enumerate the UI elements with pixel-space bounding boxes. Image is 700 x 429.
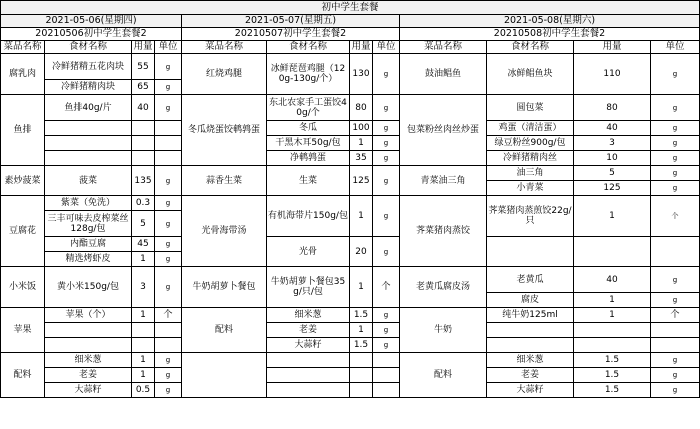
ingredient-unit: g <box>155 383 182 398</box>
ingredient-unit: g <box>651 368 700 383</box>
ingredient-unit <box>651 323 700 338</box>
col-dish: 菜品名称 <box>1 41 45 54</box>
ingredient-qty: 1.5 <box>574 353 651 368</box>
ingredient-name: 圆包菜 <box>487 95 574 121</box>
ingredient-unit: g <box>155 211 182 237</box>
day3-date: 2021-05-08(星期六) <box>400 15 700 28</box>
ingredient-qty: 3 <box>574 136 651 151</box>
dish-name: 鱼排 <box>1 95 45 166</box>
day2-date: 2021-05-07(星期五) <box>182 15 400 28</box>
ingredient-qty: 1.5 <box>574 383 651 398</box>
ingredient-name: 老姜 <box>45 368 132 383</box>
page-title: 初中学生套餐 <box>1 1 700 15</box>
ingredient-unit <box>373 353 400 368</box>
ingredient-unit: g <box>373 308 400 323</box>
ingredient-name: 冷鲜猪精肉丝 <box>487 151 574 166</box>
ingredient-qty: 1 <box>350 323 373 338</box>
ingredient-qty: 20 <box>350 237 373 267</box>
ingredient-qty: 125 <box>350 166 373 196</box>
ingredient-qty: 100 <box>350 121 373 136</box>
ingredient-qty: 1 <box>132 308 155 323</box>
col-ingredient: 食材名称 <box>45 41 132 54</box>
dish-name: 包菜粉丝肉丝炒蛋 <box>400 95 487 166</box>
day3-code: 20210508初中学生套餐2 <box>400 28 700 41</box>
ingredient-qty: 5 <box>132 211 155 237</box>
dish-name: 冬瓜烧蛋饺鹌鹑蛋 <box>182 95 267 166</box>
ingredient-qty: 125 <box>574 181 651 196</box>
dish-name: 配料 <box>182 308 267 353</box>
ingredient-qty: 80 <box>574 95 651 121</box>
ingredient-unit: 个 <box>373 267 400 308</box>
dish-name: 牛奶胡萝卜餐包 <box>182 267 267 308</box>
ingredient-name: 干黑木耳50g/包 <box>267 136 350 151</box>
ingredient-unit: g <box>373 136 400 151</box>
col-unit: 单位 <box>155 41 182 54</box>
ingredient-name <box>45 121 132 136</box>
ingredient-name: 鸡蛋（清洁蛋） <box>487 121 574 136</box>
dish-name: 老黄瓜腐皮汤 <box>400 267 487 308</box>
ingredient-name: 牛奶胡萝卜餐包35g/只/包 <box>267 267 350 308</box>
ingredient-name: 紫菜（免洗） <box>45 196 132 211</box>
ingredient-qty: 5 <box>574 166 651 181</box>
ingredient-unit: g <box>651 181 700 196</box>
ingredient-unit <box>155 338 182 353</box>
day1-date: 2021-05-06(星期四) <box>1 15 182 28</box>
ingredient-unit: g <box>651 54 700 95</box>
ingredient-unit: g <box>373 338 400 353</box>
dish-name: 蒜香生菜 <box>182 166 267 196</box>
col-unit: 单位 <box>373 41 400 54</box>
ingredient-name: 内酯豆腐 <box>45 237 132 252</box>
ingredient-unit: g <box>155 95 182 121</box>
ingredient-name: 有机海带片150g/包 <box>267 196 350 237</box>
ingredient-unit: g <box>155 196 182 211</box>
ingredient-unit: g <box>651 267 700 293</box>
ingredient-qty: 3 <box>132 267 155 308</box>
ingredient-qty: 1.5 <box>350 338 373 353</box>
col-ingredient: 食材名称 <box>267 41 350 54</box>
ingredient-qty <box>574 237 651 267</box>
ingredient-name: 大蒜籽 <box>487 383 574 398</box>
ingredient-qty: 1 <box>132 368 155 383</box>
ingredient-qty: 35 <box>350 151 373 166</box>
ingredient-unit: g <box>373 121 400 136</box>
col-qty: 用量 <box>133 41 153 52</box>
ingredient-qty: 130 <box>350 54 373 95</box>
ingredient-unit: g <box>651 383 700 398</box>
ingredient-qty: 1 <box>574 293 651 308</box>
ingredient-name: 细米葱 <box>487 353 574 368</box>
ingredient-name: 东北农家手工蛋饺40g/个 <box>267 95 350 121</box>
ingredient-unit <box>373 383 400 398</box>
ingredient-qty: 1 <box>350 196 373 237</box>
ingredient-qty <box>350 353 373 368</box>
ingredient-qty: 55 <box>132 54 155 80</box>
ingredient-name: 大蒜籽 <box>45 383 132 398</box>
ingredient-unit <box>155 323 182 338</box>
ingredient-unit: g <box>155 80 182 95</box>
ingredient-unit: g <box>155 252 182 267</box>
ingredient-qty: 40 <box>132 95 155 121</box>
ingredient-unit: g <box>651 121 700 136</box>
ingredient-name: 油三角 <box>487 166 574 181</box>
ingredient-qty: 1.5 <box>350 308 373 323</box>
ingredient-name: 光骨 <box>267 237 350 267</box>
ingredient-name: 荠菜猪肉蒸煎饺22g/只 <box>487 196 574 237</box>
ingredient-name: 细米葱 <box>45 353 132 368</box>
ingredient-name <box>487 338 574 353</box>
ingredient-qty: 1 <box>574 196 651 237</box>
ingredient-unit: g <box>155 54 182 80</box>
dish-name: 小米饭 <box>1 267 45 308</box>
dish-name: 苹果 <box>1 308 45 353</box>
ingredient-unit: g <box>155 368 182 383</box>
dish-name: 红烧鸡腿 <box>182 54 267 95</box>
ingredient-name: 黄小米150g/包 <box>45 267 132 308</box>
ingredient-qty <box>350 368 373 383</box>
ingredient-qty <box>132 323 155 338</box>
ingredient-unit: g <box>373 237 400 267</box>
col-qty: 用量 <box>574 41 651 54</box>
day2-code: 20210507初中学生套餐2 <box>182 28 400 41</box>
ingredient-unit: 个 <box>651 196 700 237</box>
ingredient-unit <box>155 151 182 166</box>
ingredient-unit <box>155 136 182 151</box>
ingredient-name: 鱼排40g/片 <box>45 95 132 121</box>
ingredient-unit: g <box>155 267 182 308</box>
ingredient-name <box>267 353 350 368</box>
ingredient-qty: 135 <box>132 166 155 196</box>
ingredient-unit: 个 <box>651 308 700 323</box>
ingredient-qty: 45 <box>132 237 155 252</box>
dish-name: 素炒菠菜 <box>1 166 45 196</box>
ingredient-qty: 80 <box>350 95 373 121</box>
ingredient-qty <box>574 338 651 353</box>
ingredient-qty <box>132 136 155 151</box>
ingredient-qty: 1 <box>132 353 155 368</box>
ingredient-unit: g <box>373 95 400 121</box>
ingredient-name: 老姜 <box>267 323 350 338</box>
ingredient-qty: 110 <box>574 54 651 95</box>
ingredient-qty <box>132 338 155 353</box>
ingredient-name <box>45 151 132 166</box>
ingredient-name: 冬瓜 <box>267 121 350 136</box>
ingredient-qty: 65 <box>132 80 155 95</box>
ingredient-unit: g <box>651 151 700 166</box>
ingredient-name: 冰鲜琵琶鸡腿（120g-130g/个） <box>267 54 350 95</box>
ingredient-unit: 个 <box>155 308 182 323</box>
ingredient-unit: g <box>651 293 700 308</box>
ingredient-name: 纯牛奶125ml <box>487 308 574 323</box>
ingredient-name <box>267 368 350 383</box>
ingredient-name: 绿豆粉丝900g/包 <box>487 136 574 151</box>
dish-name: 配料 <box>400 353 487 398</box>
ingredient-name: 小青菜 <box>487 181 574 196</box>
ingredient-name: 老姜 <box>487 368 574 383</box>
ingredient-qty <box>132 121 155 136</box>
ingredient-name: 菠菜 <box>45 166 132 196</box>
dish-name: 配料 <box>1 353 45 398</box>
col-ingredient: 食材名称 <box>487 41 574 54</box>
dish-name: 牛奶 <box>400 308 487 353</box>
ingredient-unit: g <box>651 353 700 368</box>
ingredient-unit: g <box>155 353 182 368</box>
ingredient-unit <box>651 237 700 267</box>
dish-name: 青菜油三角 <box>400 166 487 196</box>
ingredient-name: 精选烤虾皮 <box>45 252 132 267</box>
ingredient-name: 三丰可味去皮榨菜丝128g/包 <box>45 211 132 237</box>
ingredient-qty <box>350 383 373 398</box>
ingredient-name <box>487 237 574 267</box>
ingredient-unit <box>155 121 182 136</box>
ingredient-unit <box>651 338 700 353</box>
ingredient-name: 冷鲜猪精五花肉块 <box>45 54 132 80</box>
dish-name: 光骨海带汤 <box>182 196 267 267</box>
ingredient-unit: g <box>373 166 400 196</box>
ingredient-name: 冷鲜猪精肉块 <box>45 80 132 95</box>
ingredient-name: 净鹌鹑蛋 <box>267 151 350 166</box>
ingredient-qty: 10 <box>574 151 651 166</box>
col-dish: 菜品名称 <box>400 41 487 54</box>
ingredient-qty <box>132 151 155 166</box>
ingredient-name: 冰鲜鲳鱼块 <box>487 54 574 95</box>
dish-name: 鼓油鲳鱼 <box>400 54 487 95</box>
ingredient-qty: 40 <box>574 267 651 293</box>
ingredient-qty: 1 <box>574 308 651 323</box>
ingredient-name: 大蒜籽 <box>267 338 350 353</box>
ingredient-unit: g <box>651 95 700 121</box>
ingredient-name <box>487 323 574 338</box>
ingredient-name: 细米葱 <box>267 308 350 323</box>
ingredient-name: 生菜 <box>267 166 350 196</box>
dish-name: 荠菜猪肉蒸饺 <box>400 196 487 267</box>
ingredient-qty: 1 <box>132 252 155 267</box>
ingredient-unit: g <box>373 54 400 95</box>
ingredient-name: 腐皮 <box>487 293 574 308</box>
ingredient-qty: 1 <box>350 136 373 151</box>
dish-name: 腐乳肉 <box>1 54 45 95</box>
day1-code: 20210506初中学生套餐2 <box>1 28 182 41</box>
ingredient-name <box>45 323 132 338</box>
ingredient-qty: 0.3 <box>132 196 155 211</box>
ingredient-qty <box>574 323 651 338</box>
ingredient-name <box>267 383 350 398</box>
dish-name: 豆腐花 <box>1 196 45 267</box>
ingredient-unit: g <box>373 323 400 338</box>
ingredient-qty: 1.5 <box>574 368 651 383</box>
col-qty: 用量 <box>351 41 371 52</box>
ingredient-name: 苹果（个） <box>45 308 132 323</box>
dish-name <box>182 353 267 398</box>
ingredient-unit: g <box>155 166 182 196</box>
ingredient-qty: 0.5 <box>132 383 155 398</box>
ingredient-name <box>45 338 132 353</box>
ingredient-qty: 1 <box>350 267 373 308</box>
ingredient-unit: g <box>155 237 182 252</box>
ingredient-unit: g <box>373 151 400 166</box>
ingredient-unit: g <box>373 196 400 237</box>
ingredient-name <box>45 136 132 151</box>
col-unit: 单位 <box>651 41 700 54</box>
ingredient-unit: g <box>651 136 700 151</box>
ingredient-name: 老黄瓜 <box>487 267 574 293</box>
ingredient-unit: g <box>651 166 700 181</box>
ingredient-unit <box>373 368 400 383</box>
col-dish: 菜品名称 <box>182 41 267 54</box>
ingredient-qty: 40 <box>574 121 651 136</box>
